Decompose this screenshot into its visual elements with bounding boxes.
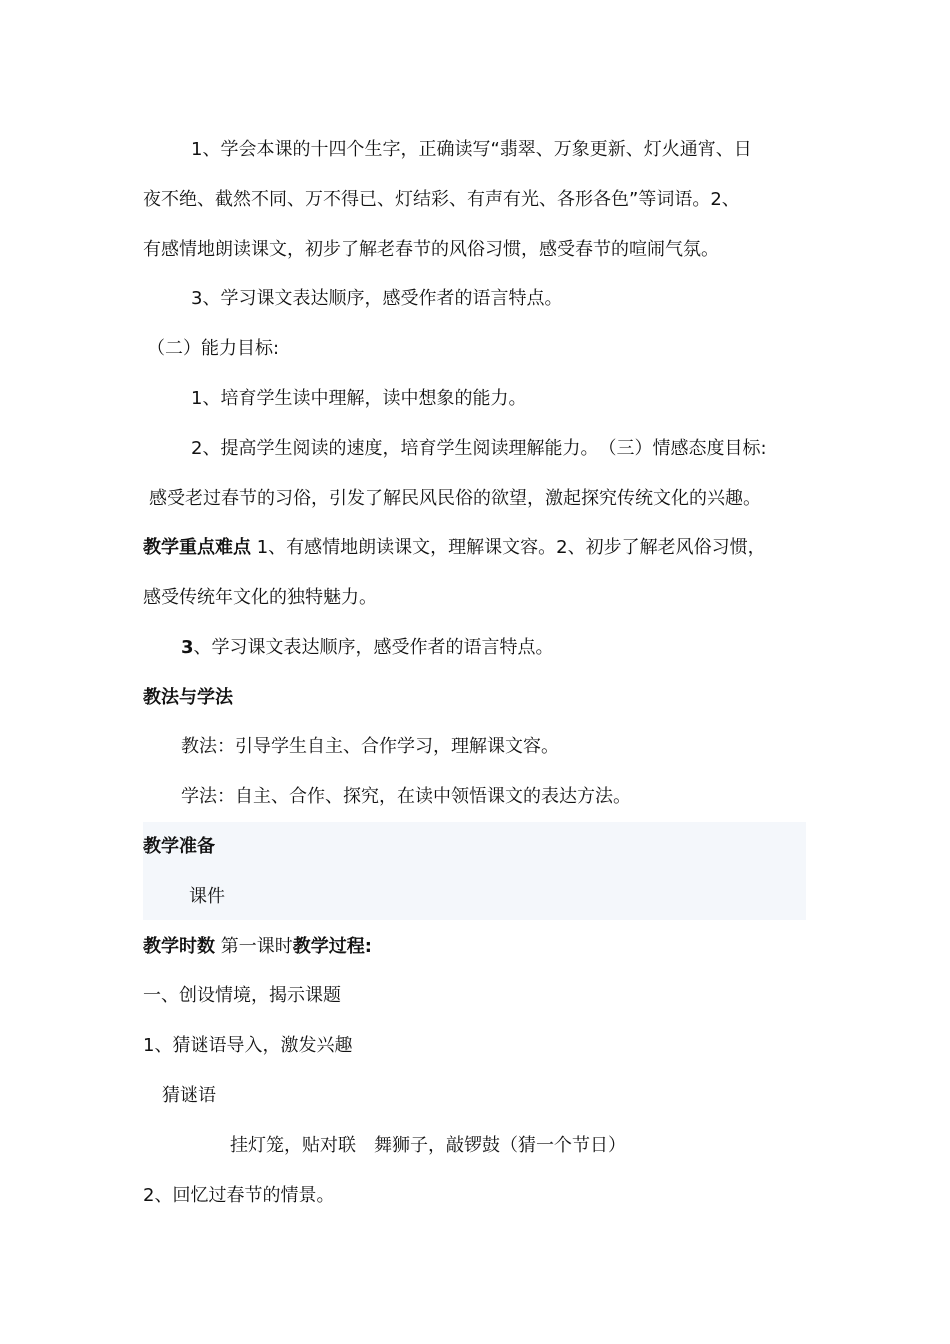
key-point-text: 、学习课文表达顺序，感受作者的语言特点。 [193,637,554,658]
hours-process-line [143,935,372,959]
emotion-goal-line: 感受老过春节的习俗，引发了解民风民俗的欲望，激起探究传统文化的兴趣。 [149,488,761,509]
learning-method: 学法：自主、合作、探究，在读中领悟课文的表达方法。 [181,786,631,807]
section-one-heading: 一、创设情境，揭示课题 [143,985,341,1006]
objective-line-3: 有感情地朗读课文，初步了解老春节的风俗习惯，感受春节的喧闹气氛。 [143,239,719,260]
key-point-number: 3 [181,637,194,658]
step-2: 2、回忆过春节的情景。 [143,1185,335,1206]
methods-heading: 教法与学法 [143,687,233,708]
key-points-line-3 [181,636,554,660]
hours-value: 第一课时 [215,936,293,957]
teaching-method: 教法：引导学生自主、合作学习，理解课文容。 [181,736,559,757]
key-points-line [143,536,766,560]
ability-line-1: 1、培育学生读中理解，读中想象的能力。 [191,388,527,409]
hours-label: 教学时数 [143,936,215,957]
ability-line-2: 2、提高学生阅读的速度，培育学生阅读理解能力。 （三）情感态度目标: [191,438,767,459]
key-points-text: 1、有感情地朗读课文，理解课文容。2、初步了解老风俗习惯， [251,537,766,558]
process-label: 教学过程: [292,936,372,957]
preparation-heading: 教学准备 [143,836,215,857]
key-points-line-2: 感受传统年文化的独特魅力。 [143,587,377,608]
preparation-text: 课件 [189,886,225,907]
objective-line-2: 夜不绝、截然不同、万不得已、灯结彩、有声有光、各形各色”等词语。2、 [143,189,740,210]
key-points-label: 教学重点难点 [143,537,251,558]
shaded-block [143,822,806,920]
step-1: 1、猜谜语导入，激发兴趣 [143,1035,353,1056]
ability-goal-heading: （二）能力目标: [147,338,280,359]
objective-line-4: 3、学习课文表达顺序，感受作者的语言特点。 [191,288,563,309]
riddle-text: 挂灯笼，贴对联 舞狮子，敲锣鼓（猜一个节日） [230,1135,626,1156]
objective-line-1: 1、学会本课的十四个生字，正确读写“翡翠、万象更新、灯火通宵、日 [191,139,752,160]
riddle-label: 猜谜语 [162,1085,216,1106]
